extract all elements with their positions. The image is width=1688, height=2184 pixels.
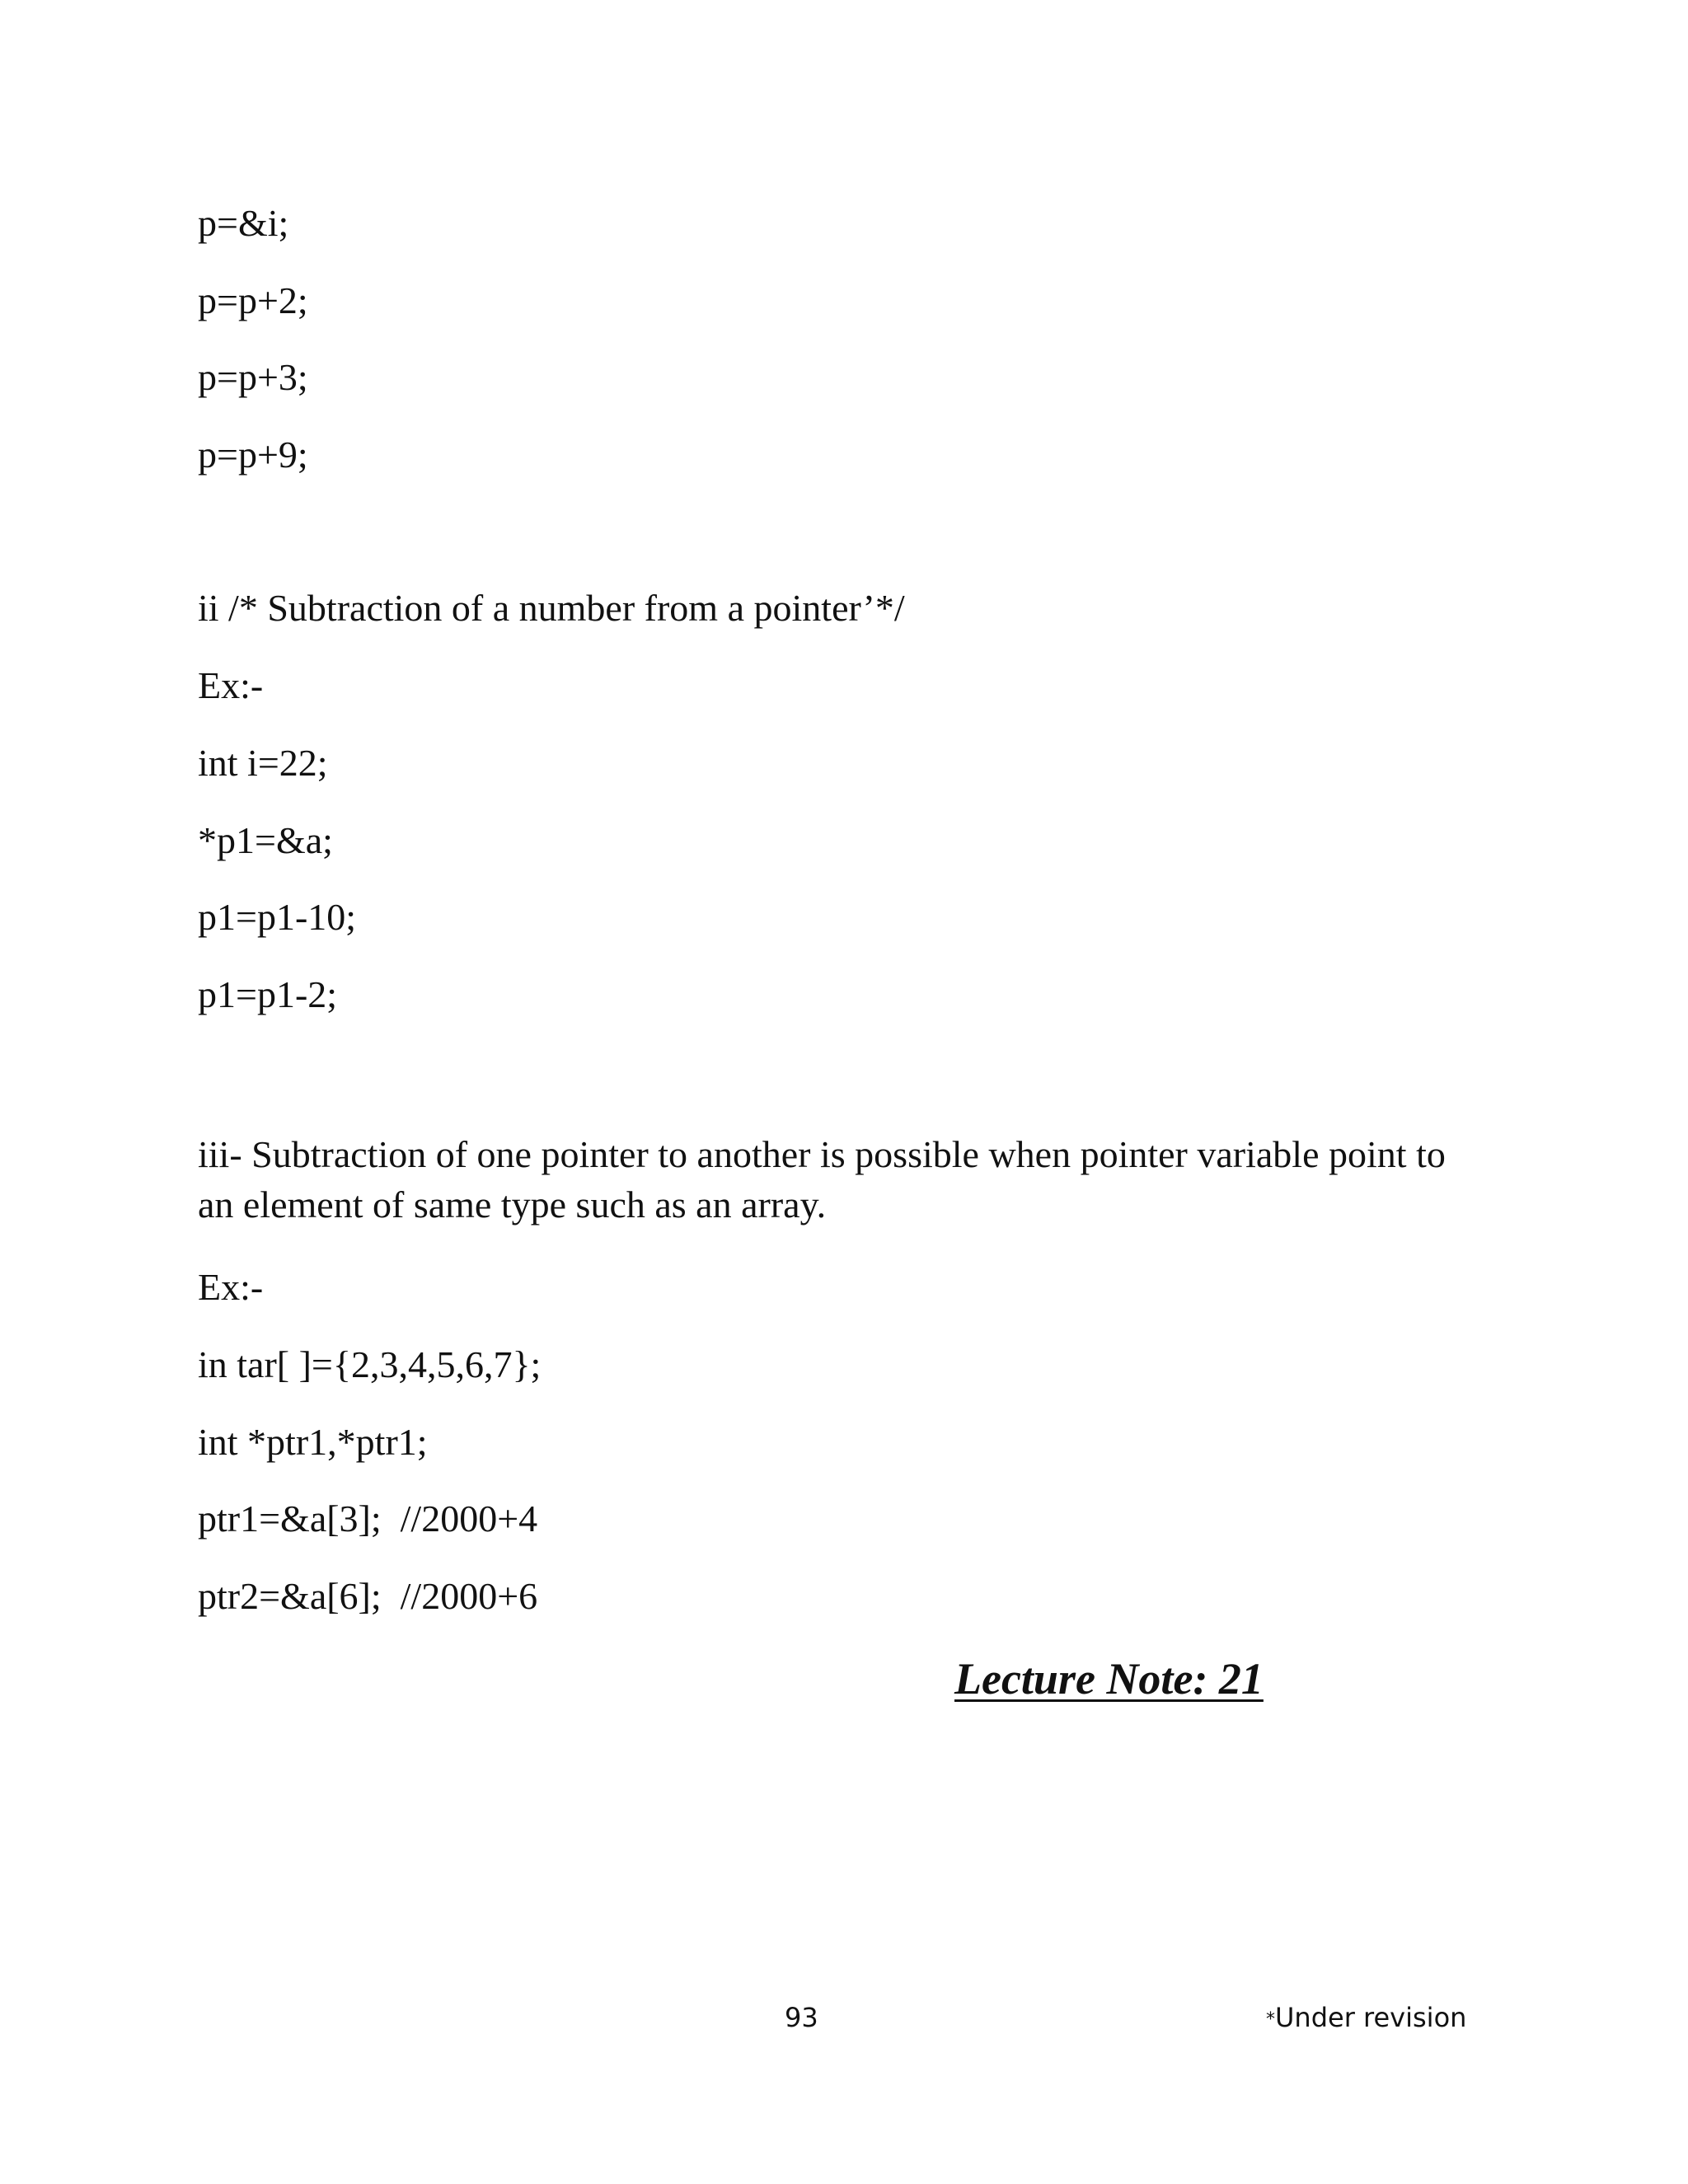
section-ii-code-line: int i=22;	[198, 742, 328, 784]
section-ii-code-line: p1=p1-10;	[198, 896, 357, 938]
section-iii-code-line: int *ptr1,*ptr1;	[198, 1421, 428, 1463]
section-ii-code-line: p1=p1-2;	[198, 973, 338, 1015]
page-number: 93	[785, 2002, 818, 2033]
code-line-p-address-i: p=&i;	[198, 202, 289, 244]
lecture-note-heading: Lecture Note: 21	[954, 1654, 1264, 1704]
revision-text: Under revision	[1275, 2002, 1467, 2033]
section-iii-code-line: ptr2=&a[6]; //2000+6	[198, 1575, 538, 1617]
section-iii-code-line: in tar[ ]={2,3,4,5,6,7};	[198, 1343, 542, 1385]
code-line-p-plus-9: p=p+9;	[198, 434, 308, 476]
revision-marker: *	[1266, 2009, 1275, 2030]
section-iii-paragraph: iii- Subtraction of one pointer to another is possible when pointer variable point to an element of same type such as an array.	[198, 1133, 1446, 1226]
section-iii-example-label: Ex:-	[198, 1266, 264, 1308]
revision-note	[1266, 2001, 1466, 2036]
section-iii-code-line: ptr1=&a[3]; //2000+4	[198, 1497, 538, 1540]
code-line-p-plus-2: p=p+2;	[198, 279, 308, 321]
section-ii-example-label: Ex:-	[198, 664, 264, 706]
section-ii-heading: ii /* Subtraction of a number from a pointer’*/	[198, 587, 905, 629]
code-line-p-plus-3: p=p+3;	[198, 356, 308, 398]
section-ii-code-line: *p1=&a;	[198, 819, 333, 861]
